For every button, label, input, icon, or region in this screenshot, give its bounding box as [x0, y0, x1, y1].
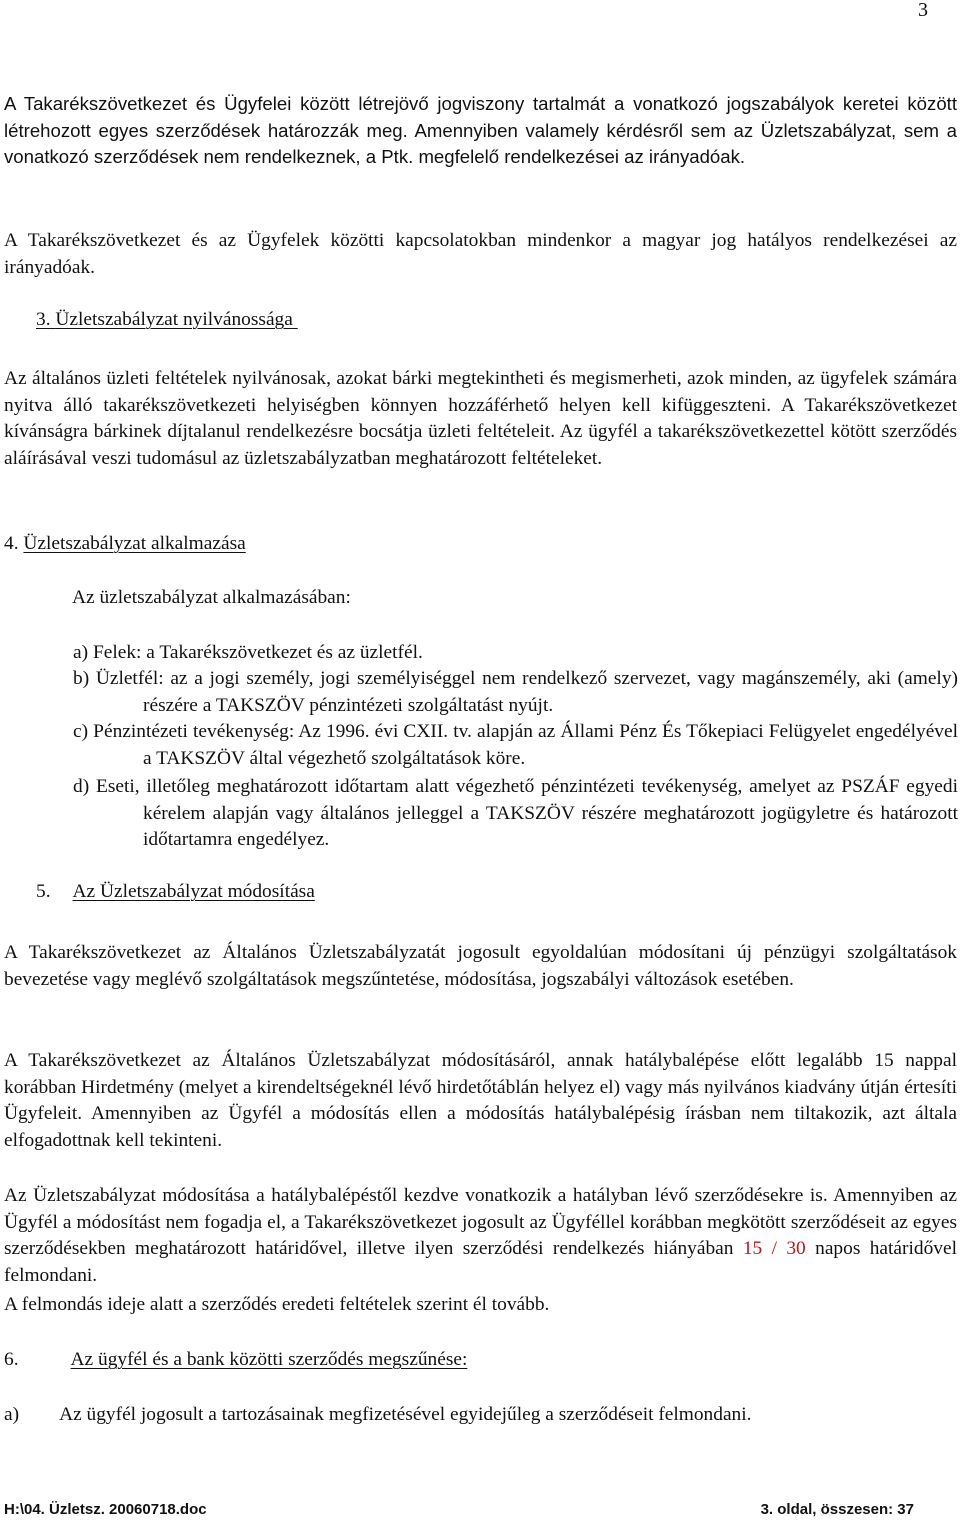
section-3-title: Üzletszabályzat nyilvánossága	[55, 309, 293, 330]
section-4-title: Üzletszabályzat alkalmazása	[23, 533, 246, 554]
definition-key: a)	[73, 642, 89, 663]
definition-key: d)	[73, 776, 90, 797]
intro-paragraph-2: A Takarékszövetkezet és az Ügyfelek közötti kapcsolatokban mindenkor a magyar jog hatályos rendelkezései az irányadóak.	[4, 230, 957, 278]
section-5-paragraph-3	[4, 1183, 957, 1289]
section-6-item-a	[4, 1402, 751, 1428]
notice-days-highlight: 15 / 30	[742, 1238, 806, 1259]
section-3-heading	[36, 307, 298, 333]
footer-filename: H:\04. Üzletsz. 20060718.doc	[4, 1501, 207, 1518]
definition-text: Pénzintézeti tevékenység: Az 1996. évi CXII. tv. alapján az Állami Pénz És Tőkepiaci Felügyelet engedélyével a TAKSZÖV által végezhető szolgáltatások köre.	[93, 721, 958, 769]
section-5-title: Az Üzletszabályzat módosítása	[72, 881, 315, 902]
footer-page-info: 3. oldal, összesen: 37	[760, 1501, 914, 1518]
paragraph-3-text-start: Az Üzletszabályzat módosítása a hatálybalépéstől kezdve vonatkozik a hatályban lévő szerződésekre is. Amennyiben az Ügyfél a módosítást nem fogadja el, a Takarékszövetkezet jogosult az Ügyféllel korábban megkötött szerződéseit az egyes szerződésekben meghatározott határidővel, illetve ilyen szerződési rendelkezés hiányában	[4, 1185, 957, 1259]
definition-item-c	[72, 719, 958, 772]
intro-paragraph-1: A Takarékszövetkezet és Ügyfelei között létrejövő jogviszony tartalmát a vonatkozó jogszabályok keretei között létrehozott egyes szerződések határozzák meg. Amennyiben valamely kérdésről sem az Üzletszabályzat, sem a vonatkozó szerződések nem rendelkeznek, a Ptk. megfelelő rendelkezései az irányadóak.	[4, 93, 957, 167]
definition-text: Üzletfél: az a jogi személy, jogi személyiséggel nem rendelkező szervezet, vagy magánszemély, aki (amely) részére a TAKSZÖV pénzintézeti szolgáltatást nyújt.	[95, 668, 958, 716]
section-5-paragraph-1: A Takarékszövetkezet az Általános Üzletszabályzatát jogosult egyoldalúan módosítani új pénzügyi szolgáltatások bevezetése vagy meglévő szolgáltatások megszűntetése, módosítása, jogszabályi változások esetében.	[4, 942, 957, 990]
definition-item-d	[72, 774, 958, 854]
section-4-intro: Az üzletszabályzat alkalmazásában:	[72, 587, 351, 608]
section-5-heading	[36, 879, 315, 905]
section-6-heading	[4, 1347, 467, 1373]
section-3-number: 3.	[36, 309, 51, 330]
definition-key: b)	[73, 668, 90, 689]
section-3-body: Az általános üzleti feltételek nyilvánosak, azokat bárki megtekintheti és megismerheti, azok minden, az ügyfelek számára nyitva álló takarékszövetkezeti helyiségben könnyen hozzáférhető helyen kell kifüggeszteni. A Takarékszövetkezet kívánságra bárkinek díjtalanul rendelkezésre bocsátja üzleti feltételeit. Az ügyfél a takarékszövetkezettel kötött szerződés aláírásával veszi tudomásul az üzletszabályzatban meghatározott feltételeket.	[4, 368, 957, 469]
definition-item-a	[72, 640, 958, 667]
section-5-paragraph-4: A felmondás ideje alatt a szerződés eredeti feltételek szerint él tovább.	[4, 1294, 550, 1315]
section-6-item-key: a)	[4, 1404, 20, 1425]
section-4-number: 4.	[4, 533, 19, 554]
definition-text: Eseti, illetőleg meghatározott időtartam alatt végezhető pénzintézeti tevékenység, amelyet az PSZÁF egyedi kérelem alapján vagy általános jelleggel a TAKSZÖV részére meghatározott jogügyletre és határozott időtartamra engedélyez.	[95, 776, 958, 850]
section-6-title: Az ügyfél és a bank közötti szerződés megszűnése:	[70, 1349, 468, 1370]
section-6-item-text: Az ügyfél jogosult a tartozásainak megfizetésével egyidejűleg a szerződéseit felmondani.	[59, 1404, 752, 1425]
page-number: 3	[918, 0, 928, 21]
section-4-heading	[4, 531, 246, 557]
definition-key: c)	[73, 721, 89, 742]
definition-item-b	[72, 666, 958, 719]
definition-text: Felek: a Takarékszövetkezet és az üzletfél.	[92, 642, 423, 663]
section-5-number: 5.	[36, 881, 51, 902]
section-5-paragraph-2: A Takarékszövetkezet az Általános Üzletszabályzat módosításáról, annak hatálybalépése előtt legalább 15 nappal korábban Hirdetmény (melyet a kirendeltségeknél lévő hirdetőtáblán helyez el) vagy más nyilvános kiadvány útján értesíti Ügyfeleit. Amennyiben az Ügyfél a módosítás ellen a módosítás hatálybalépésig írásban nem tiltakozik, azt általa elfogadottnak kell tekinteni.	[4, 1050, 957, 1151]
paragraph-3-text-end: napos határidővel felmondani.	[4, 1238, 957, 1286]
section-6-number: 6.	[4, 1349, 19, 1370]
